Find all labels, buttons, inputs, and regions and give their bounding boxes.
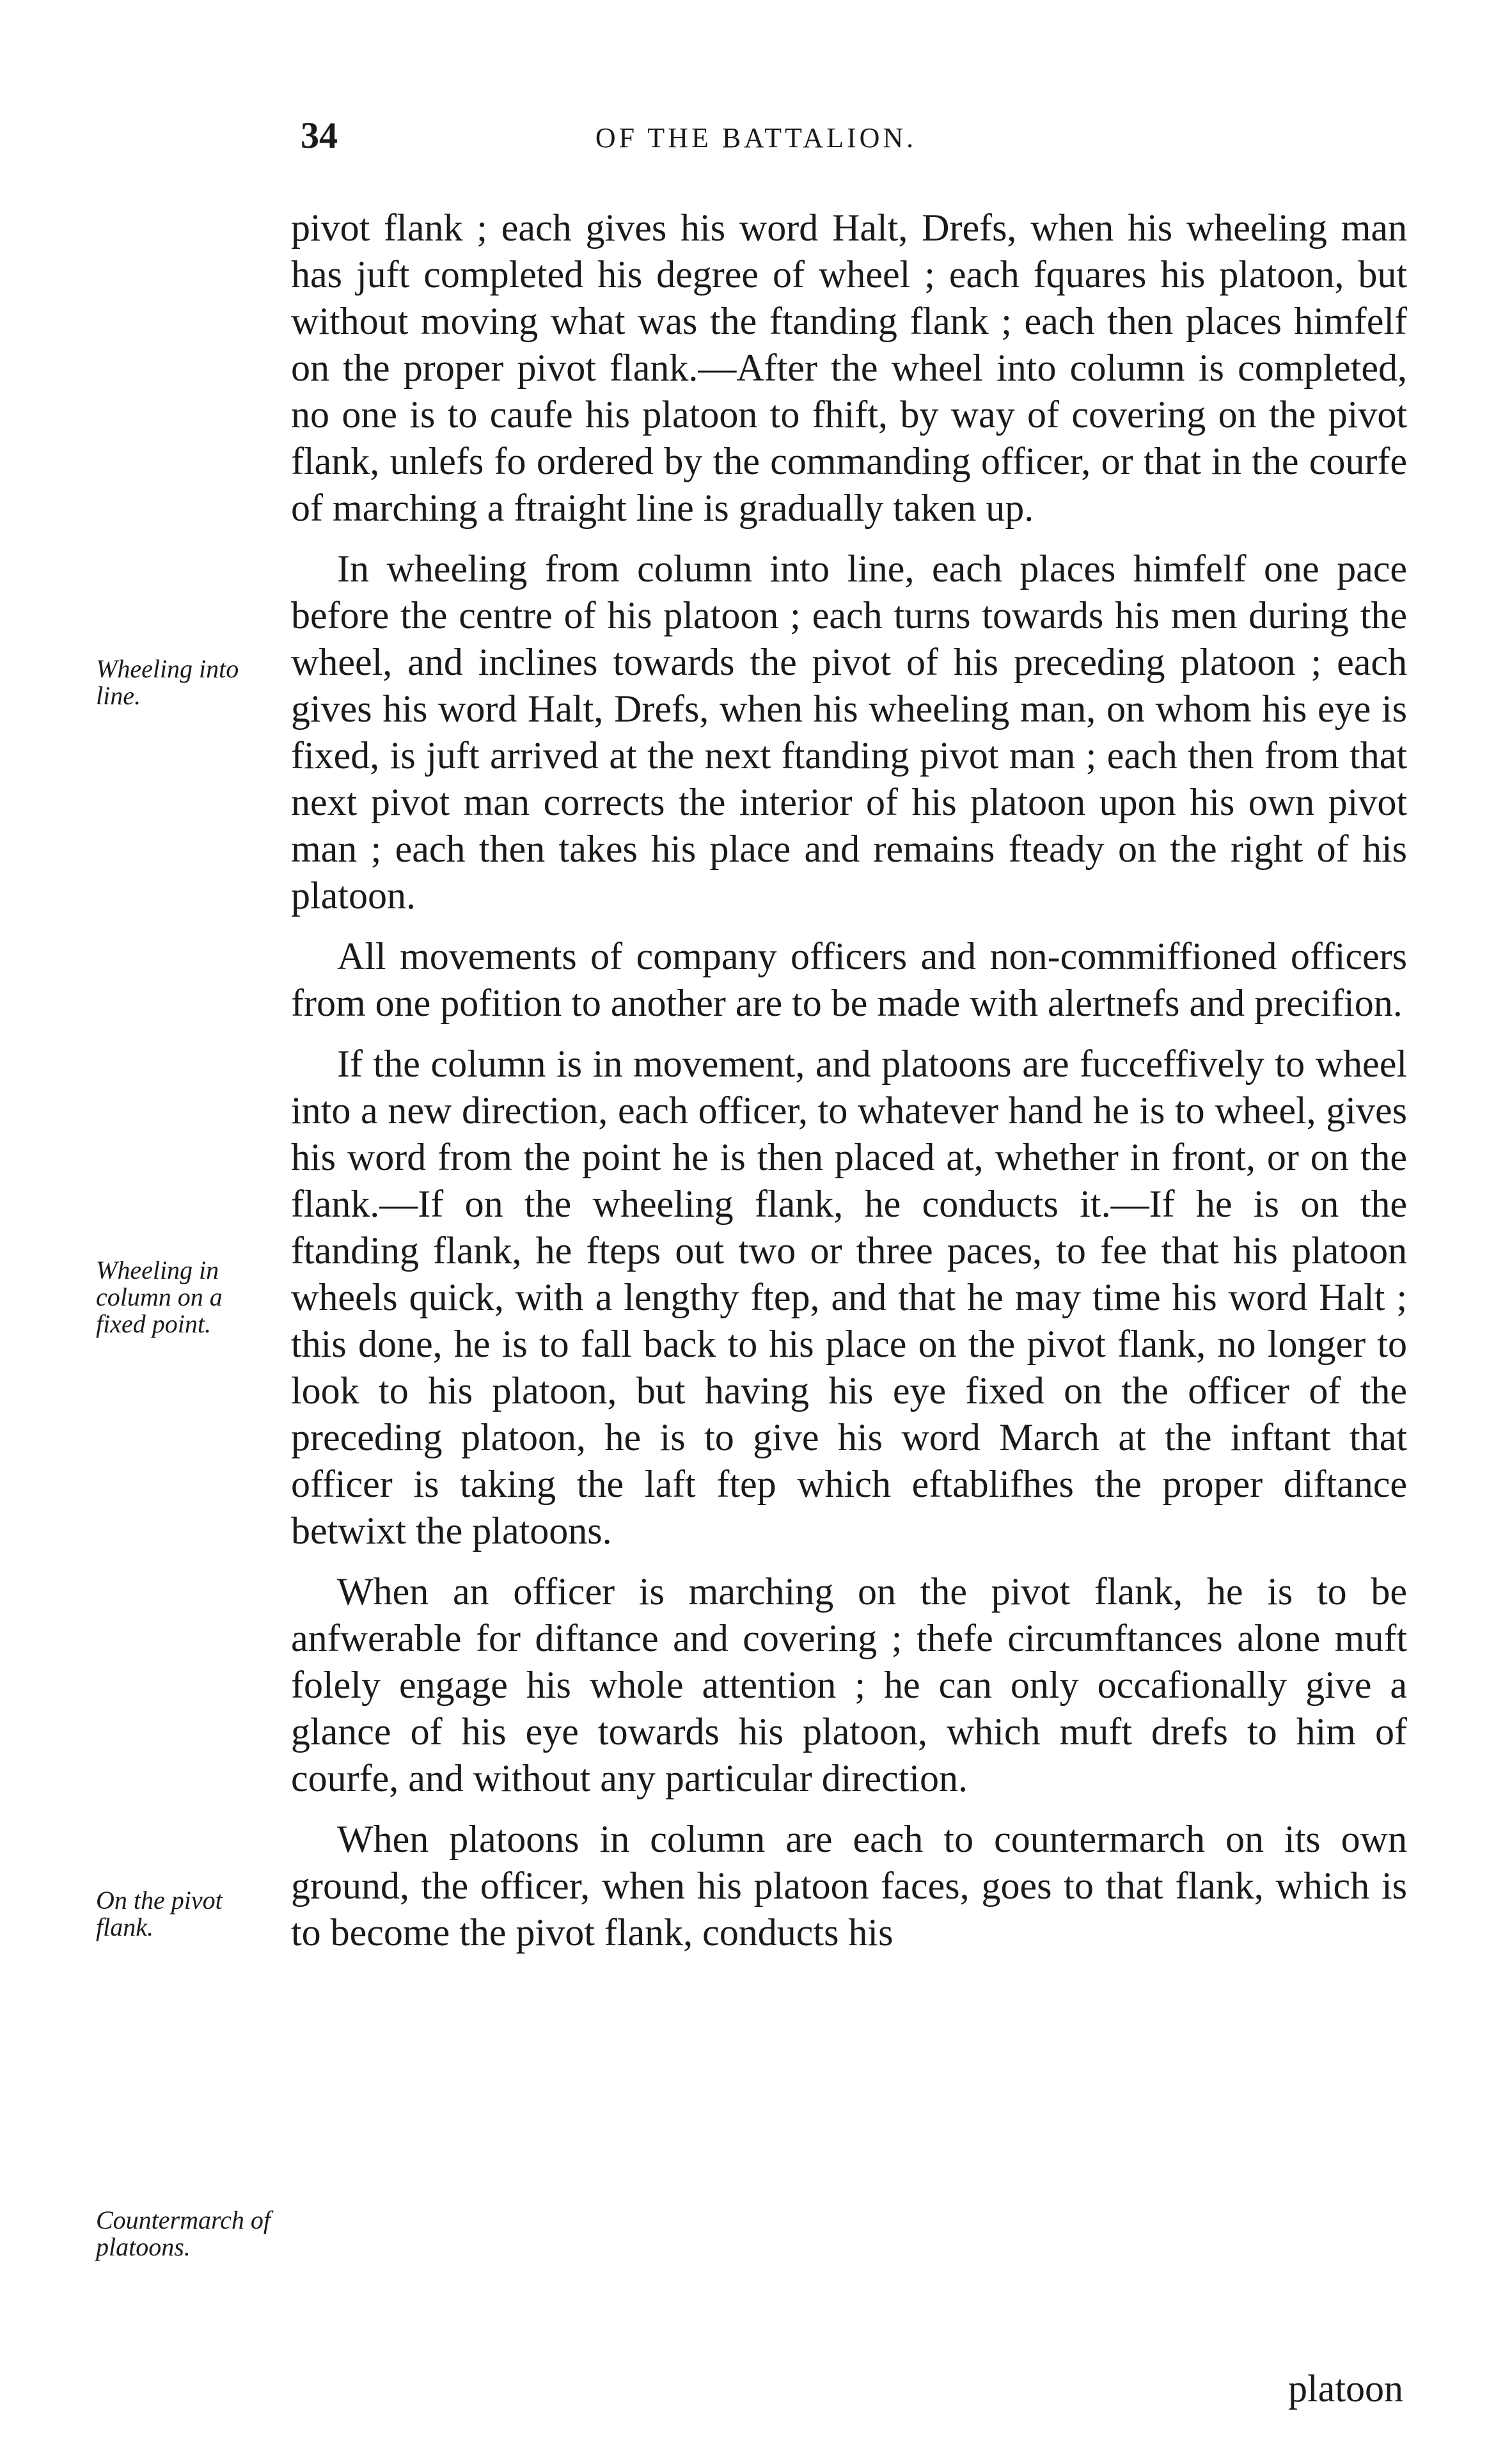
sidenote-countermarch: Countermarch of platoons. — [96, 2206, 271, 2261]
paragraph-3: All movements of company officers and non-commiffioned officers from one pofition to another are to be made with alertnefs and precifion. — [291, 935, 1407, 1024]
sidenote-wheeling-into-line: Wheeling into line. — [96, 654, 239, 710]
paragraph-4: If the column is in movement, and platoons are fucceffively to wheel into a new direction, each officer, to whatever hand he is to wheel, gives his word from the point he is then placed at, whether in front, or on the flank.—If on the wheeling flank, he conducts it.—If he is on the ftanding flank, he fteps out two or three paces, to fee that his platoon wheels quick, with a lengthy ftep, and that he may time his word Halt ; this done, he is to fall back to his place on the pivot flank, no longer to look to his platoon, but having his eye fixed on the officer of the preceding platoon, he is to give his word March at the inftant that officer is taking the laft ftep which eftablifhes the proper diftance betwixt the platoons. — [291, 1043, 1407, 1552]
catchword: platoon — [1288, 2367, 1403, 2410]
page-number: 34 — [301, 115, 338, 156]
paragraph-2: In wheeling from column into line, each places himfelf one pace before the centre of his platoon ; each turns towards his men during the wheel, and inclines towards the pivot of his preceding platoon ; each gives his word Halt, Drefs, when his wheeling man, on whom his eye is fixed, is juft arrived at the next ftanding pivot man ; each then from that next pivot man corrects the interior of his platoon upon his own pivot man ; each then takes his place and remains fteady on the right of his platoon. — [291, 548, 1407, 917]
sidenote-wheeling-in-column: Wheeling in column on a fixed point. — [96, 1256, 223, 1338]
paragraph-6: When platoons in column are each to countermarch on its own ground, the officer, when his platoon faces, goes to that flank, which is to become the pivot flank, conducts his — [291, 1818, 1407, 1954]
paragraph-1: pivot flank ; each gives his word Halt, Drefs, when his wheeling man has juft completed his degree of wheel ; each fquares his platoon, but without moving what was the ftanding flank ; each then places himfelf on the proper pivot flank.—After the wheel into column is completed, no one is to caufe his platoon to fhift, by way of covering on the pivot flank, unlefs fo ordered by the commanding officer, or that in the courfe of marching a ftraight line is gradually taken up. — [291, 207, 1407, 529]
paragraph-5: When an officer is marching on the pivot flank, he is to be anfwerable for diftance and covering ; thefe circumftances alone muft folely engage his whole attention ; he can only occafionally give a glance of his eye towards his platoon, which muft drefs to him of courfe, and without any particular direction. — [291, 1570, 1407, 1799]
body-text — [291, 205, 1407, 1956]
running-head: OF THE BATTALION. — [595, 122, 917, 154]
sidenote-on-pivot-flank: On the pivot flank. — [96, 1886, 223, 1941]
